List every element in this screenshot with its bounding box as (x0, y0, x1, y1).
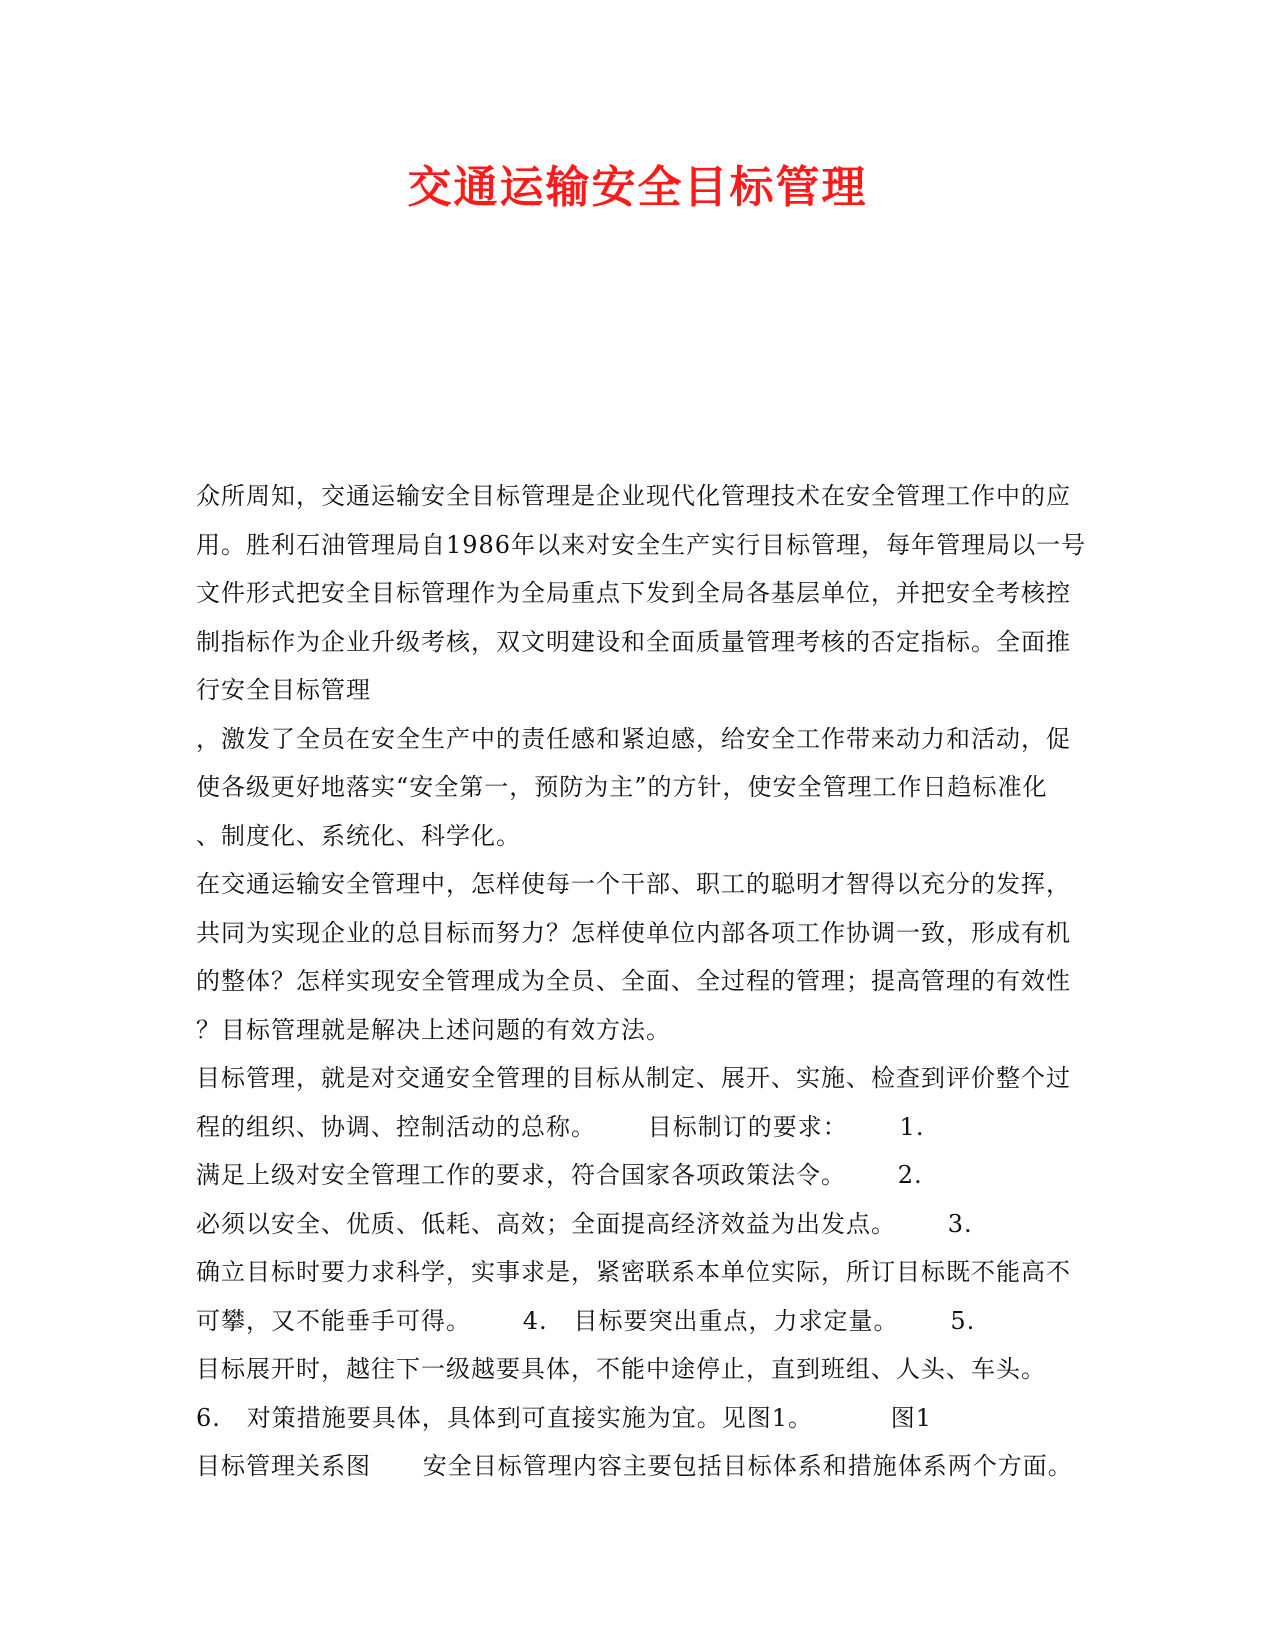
body-line-1: 众所周知，交通运输安全目标管理是企业现代化管理技术在安全管理工作中的应 (196, 482, 1071, 510)
document-body (196, 472, 1087, 1491)
body-line-15: 满足上级对安全管理工作的要求，符合国家各项政策法令。 2. (196, 1161, 923, 1189)
body-line-4: 制指标作为企业升级考核，双文明建设和全面质量管理考核的否定指标。全面推 (196, 627, 1071, 656)
body-line-14: 程的组织、协调、控制活动的总称。 目标制订的要求： 1. (196, 1112, 925, 1141)
body-line-11: 的整体？怎样实现安全管理成为全员、全面、全过程的管理；提高管理的有效性 (196, 967, 1071, 995)
body-line-2: 用。胜利石油管理局自1986年以来对安全生产实行目标管理，每年管理局以一号 (196, 530, 1087, 559)
body-line-5: 行安全目标管理 (196, 676, 371, 704)
body-line-13: 目标管理，就是对交通安全管理的目标从制定、展开、实施、检查到评价整个过 (196, 1064, 1071, 1092)
body-line-10: 共同为实现企业的总目标而努力？怎样使单位内部各项工作协调一致，形成有机 (196, 918, 1071, 947)
body-line-8: 、制度化、系统化、科学化。 (196, 821, 521, 850)
body-line-20: 6. 对策措施要具体，具体到可直接实施为宜。见图1。 图1 (196, 1403, 932, 1432)
body-line-18: 可攀，又不能垂手可得。 4. 目标要突出重点，力求定量。 5. (196, 1306, 976, 1335)
body-line-6: ，激发了全员在安全生产中的责任感和紧迫感，给安全工作带来动力和活动，促 (196, 724, 1071, 753)
body-line-12: ？目标管理就是解决上述问题的有效方法。 (196, 1015, 671, 1044)
body-line-7: 使各级更好地落实“安全第一，预防为主”的方针，使安全管理工作日趋标准化 (196, 773, 1048, 801)
document-title: 交通运输安全目标管理 (407, 162, 868, 213)
body-line-21: 目标管理关系图 安全目标管理内容主要包括目标体系和措施体系两个方面。 (196, 1452, 1073, 1480)
body-line-3: 文件形式把安全目标管理作为全局重点下发到全局各基层单位，并把安全考核控 (196, 579, 1071, 607)
body-line-19: 目标展开时，越往下一级越要具体，不能中途停止，直到班组、人头、车头。 (196, 1355, 1046, 1383)
body-line-17: 确立目标时要力求科学，实事求是，紧密联系本单位实际，所订目标既不能高不 (196, 1258, 1071, 1286)
body-line-9: 在交通运输安全管理中，怎样使每一个干部、职工的聪明才智得以充分的发挥， (196, 870, 1071, 898)
body-line-16: 必须以安全、优质、低耗、高效；全面提高经济效益为出发点。 3. (196, 1209, 973, 1238)
